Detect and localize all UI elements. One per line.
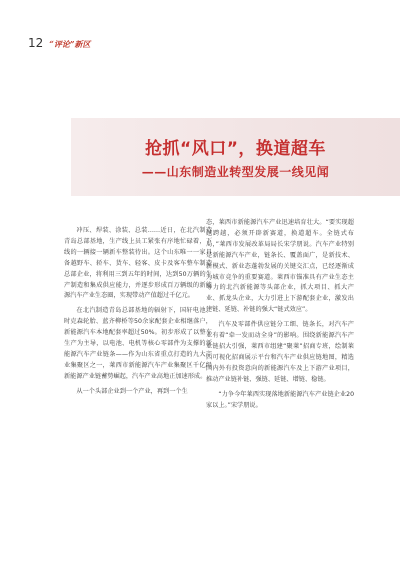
- paragraph: “力争今年莱西实现落地新能源汽车产业链企业20家以上。”宋学朋说。: [206, 390, 354, 409]
- page-header: [28, 36, 90, 52]
- article-right-column: [206, 218, 354, 415]
- page-number: 12: [28, 36, 44, 50]
- article-left-column: [64, 226, 212, 402]
- article-title: 抢抓“风口”，换道超车: [145, 139, 326, 159]
- paragraph: 冲压、焊装、涂装、总装……近日，在北汽制造青岛总部基地，生产线上员工紧张有序地忙碌着，下线的一辆接一辆新车整装待出。这个山东唯一一家具备越野车、轿车、货车、轻客、皮卡及客车整车制造总部企业，将利用三到五年的时间，达到50万辆的生产制造和集成供应能力，并逐步形成百万辆级的新能源汽车产业生态圈，实现带动产值超过千亿元。: [64, 227, 212, 300]
- paragraph: 汽车及零部件供应链分工细、链条长，对汽车产业有着“牵一发而动全身”的影响。围绕新能源汽车产业链招大引强，莱西市组建“聚莱”招商专班，绘制莱西可视化招商展示平台和汽车产业供应链地图，精选国内外有投资意向的新能源汽车及上下游产业项目，推动产业链补链、强链、延链、增链、稳链。: [206, 321, 354, 383]
- paragraph: 从一个头部企业到一个产业，再到一个生: [76, 387, 188, 395]
- paragraph: 在北汽制造青岛总部基地的辐射下，国轩电池、时克森轮胎、蓝齐柳桥等50余家配套企业相继落户，新能源汽车本地配套率超过50%。初步形成了以整车生产为主导，以电池、电机等核心零部件为支撑的新能源汽车产业链条——作为山东省重点打造的九大产业集聚区之一，莱西市新能源汽车产业集聚区千亿级新能源产业链蓄势崛起，汽车产业高地正加速形成。: [64, 307, 212, 380]
- paragraph: 态，莱西市新能源汽车产业迅速培育壮大。“要实现超越跨越，必须开辟新赛道，换道超车。全链式布局，”莱西市发展改革局局长宋学朋说。汽车产业特别是新能源汽车产业，链条长、覆盖面广，是新技术、新模式、新业态蓬勃发展的关键交汇点，已经逐渐成为城市竞争的重要赛道。莱西市锚准具有产业生态主导力的北汽新能源等头部企业，抓大项目、抓大产业、抓龙头企业，大力引进上下游配套企业，激发出建链、延链、补链的强大“链式效应”。: [206, 219, 354, 314]
- column-name: “评论”新区: [49, 39, 91, 49]
- title-banner: [71, 118, 400, 196]
- article-subtitle: ——山东制造业转型发展一线见闻: [141, 165, 330, 179]
